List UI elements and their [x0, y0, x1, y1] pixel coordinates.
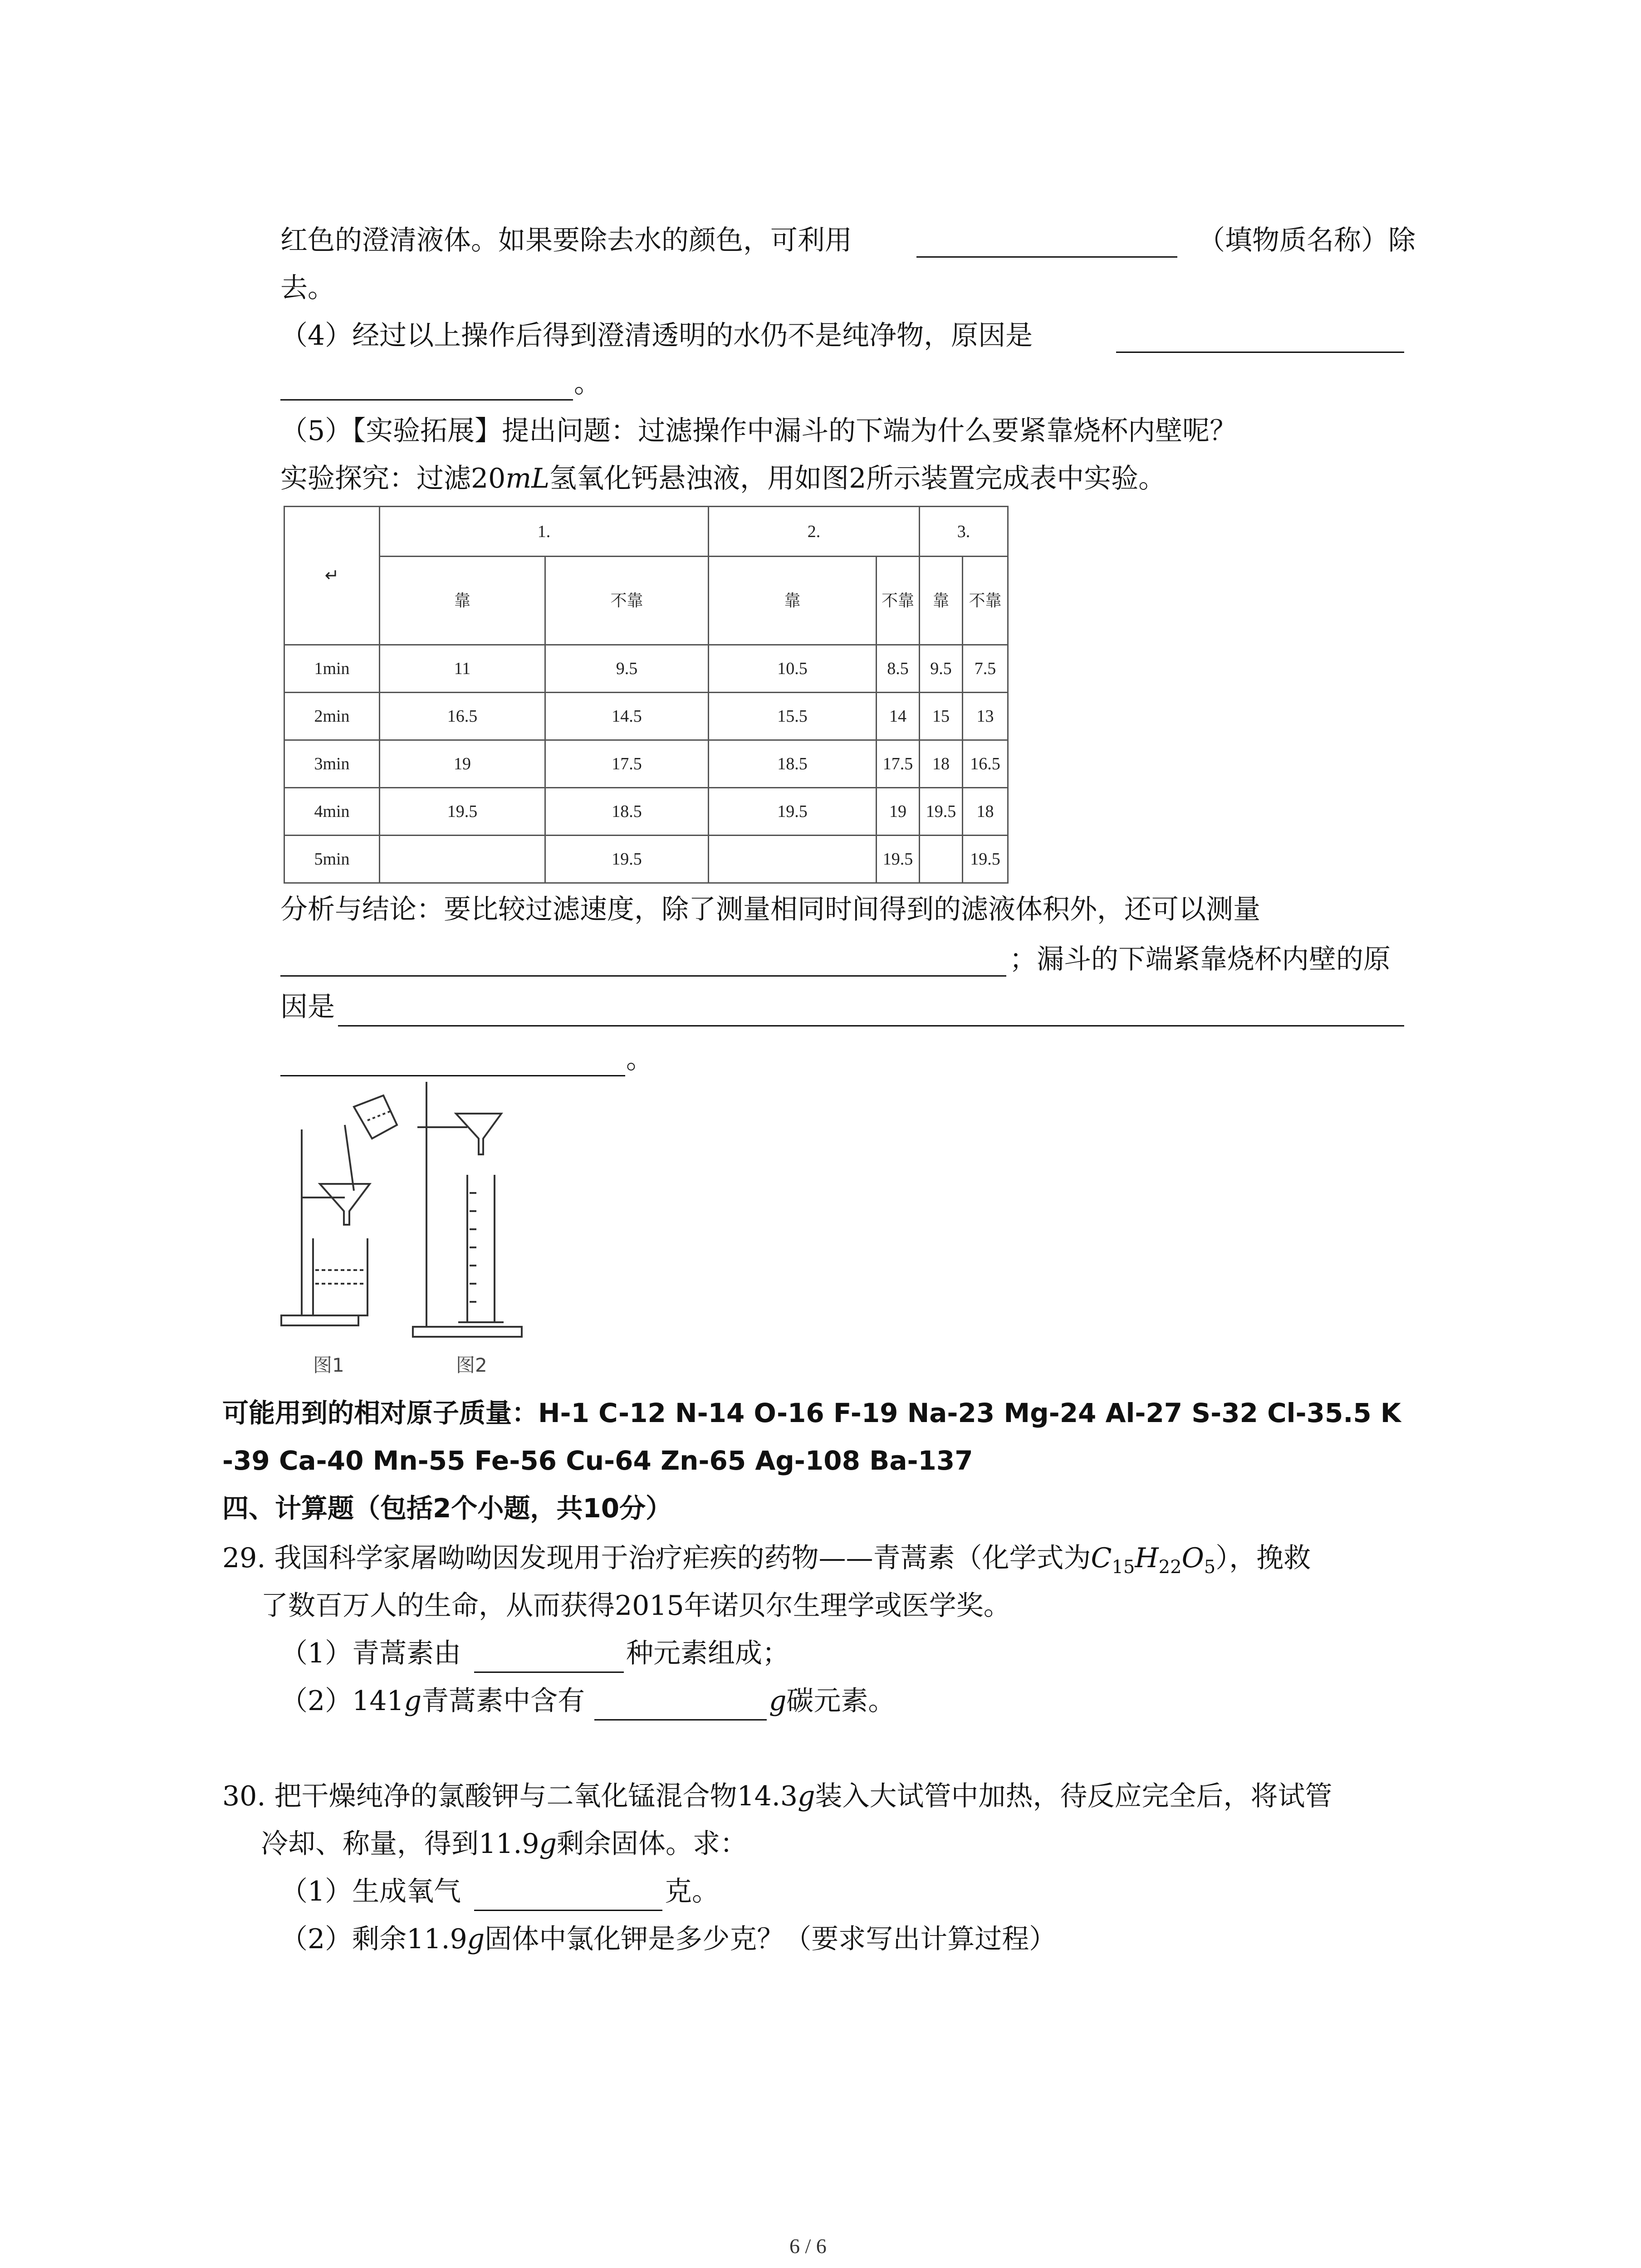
analysis-text: 分析与结论：要比较过滤速度，除了测量相同时间得到的滤液体积外，还可以测量: [280, 894, 1260, 925]
atomic-masses-line-1: 可能用到的相对原子质量：H-1 C-12 N-14 O-16 F-19 Na-23 Mg-24 Al-27 S-32 Cl-35.5 K: [222, 1398, 1401, 1428]
text-line: 。: [574, 367, 601, 399]
value-cell: 19.5: [963, 836, 1008, 883]
value-cell: [380, 836, 545, 883]
section-4-title: 四、计算题（包括2个小题，共10分）: [222, 1493, 672, 1524]
text-line: 因是: [280, 991, 335, 1023]
value-cell: 18: [963, 788, 1008, 836]
value-cell: 9.5: [545, 645, 709, 693]
text-line: ；漏斗的下端紧靠烧杯内壁的原: [1009, 943, 1391, 975]
value-cell: 17.5: [545, 740, 709, 788]
funnel-2: [456, 1114, 501, 1154]
time-cell: 1min: [284, 645, 380, 693]
table-group-header: 3.: [920, 507, 1008, 557]
graduated-cylinder: [467, 1175, 495, 1322]
value-cell: 9.5: [920, 645, 963, 693]
funnel-1: [320, 1184, 370, 1225]
time-cell: 5min: [284, 836, 380, 883]
answer-blank[interactable]: [916, 256, 1177, 258]
filtration-data-table: [284, 506, 1009, 884]
stand-base-2: [413, 1327, 522, 1337]
stand-base-1: [281, 1315, 358, 1325]
answer-blank[interactable]: [474, 1910, 662, 1911]
value-cell: 15: [920, 693, 963, 740]
text-line: （填物质名称）除: [1198, 225, 1416, 256]
q30-line-2: 冷却、称量，得到11.9g剩余固体。求：: [261, 1828, 748, 1860]
answer-blank[interactable]: [280, 975, 1006, 977]
table-group-header: 2.: [709, 507, 920, 557]
answer-blank[interactable]: [474, 1672, 624, 1673]
value-cell: 15.5: [709, 693, 877, 740]
table-corner: ↵: [284, 507, 380, 645]
table-sub-header: 靠: [920, 557, 963, 645]
value-cell: 19: [380, 740, 545, 788]
text-line: 。: [626, 1043, 653, 1075]
table-sub-header: 不靠: [963, 557, 1008, 645]
table-row: [284, 693, 1008, 740]
q30-part-2: （2）剩余11.9g固体中氯化钾是多少克？（要求写出计算过程）: [280, 1923, 1057, 1955]
value-cell: 13: [963, 693, 1008, 740]
value-cell: 11: [380, 645, 545, 693]
q29-line-1: 29. 我国科学家屠呦呦因发现用于治疗疟疾的药物——青蒿素（化学式为$C_{15}H_{22}O_5$），挽救: [222, 1542, 1311, 1578]
answer-blank[interactable]: [280, 399, 573, 401]
page-number: 6 / 6: [789, 2234, 827, 2258]
q30-part-1-tail: 克。: [665, 1876, 719, 1907]
time-cell: 2min: [284, 693, 380, 740]
q29-part-1: （1）青蒿素由: [280, 1637, 461, 1669]
filtration-apparatus-figure: [277, 1075, 549, 1352]
question-4-text: （4）经过以上操作后得到澄清透明的水仍不是纯净物，原因是: [280, 320, 1033, 352]
figure-2-label: 图2: [456, 1354, 487, 1376]
answer-blank[interactable]: [338, 1025, 1404, 1026]
value-cell: [920, 836, 963, 883]
time-cell: 3min: [284, 740, 380, 788]
text-line: 红色的澄清液体。如果要除去水的颜色，可利用: [280, 225, 852, 256]
value-cell: 14: [877, 693, 920, 740]
q29-part-2: （2）141g青蒿素中含有: [280, 1685, 585, 1717]
receiving-beaker: [313, 1238, 367, 1315]
value-cell: 8.5: [877, 645, 920, 693]
value-cell: 19.5: [877, 836, 920, 883]
figure-1-label: 图1: [313, 1354, 344, 1376]
q30-line-1: 30. 把干燥纯净的氯酸钾与二氧化锰混合物14.3g装入大试管中加热，待反应完全后，将试管: [222, 1780, 1332, 1812]
pouring-beaker: [354, 1095, 397, 1139]
table-row: [284, 645, 1008, 693]
table-row: [284, 836, 1008, 883]
table-sub-header: 靠: [380, 557, 545, 645]
value-cell: 18: [920, 740, 963, 788]
value-cell: 17.5: [877, 740, 920, 788]
answer-blank[interactable]: [1116, 352, 1404, 353]
value-cell: 16.5: [380, 693, 545, 740]
value-cell: 19.5: [920, 788, 963, 836]
q29-line-2: 了数百万人的生命，从而获得2015年诺贝尔生理学或医学奖。: [261, 1590, 1011, 1622]
value-cell: 19.5: [709, 788, 877, 836]
table-row: [284, 788, 1008, 836]
value-cell: 18.5: [709, 740, 877, 788]
value-cell: 7.5: [963, 645, 1008, 693]
q29-part-2-tail: g碳元素。: [769, 1685, 896, 1717]
question-5-text: （5）【实验拓展】提出问题：过滤操作中漏斗的下端为什么要紧靠烧杯内壁呢？: [280, 415, 1237, 447]
value-cell: 18.5: [545, 788, 709, 836]
table-sub-header: 不靠: [877, 557, 920, 645]
value-cell: [709, 836, 877, 883]
q30-part-1: （1）生成氧气: [280, 1876, 461, 1907]
value-cell: 19.5: [380, 788, 545, 836]
text-line: 去。: [280, 272, 335, 304]
value-cell: 19.5: [545, 836, 709, 883]
table-sub-header: 不靠: [545, 557, 709, 645]
value-cell: 16.5: [963, 740, 1008, 788]
value-cell: 10.5: [709, 645, 877, 693]
experiment-text: 实验探究：过滤20mL氢氧化钙悬浊液，用如图2所示装置完成表中实验。: [280, 463, 1166, 494]
table-group-header: 1.: [380, 507, 709, 557]
table-row: [284, 740, 1008, 788]
answer-blank[interactable]: [594, 1719, 767, 1721]
time-cell: 4min: [284, 788, 380, 836]
glass-rod: [345, 1125, 354, 1191]
value-cell: 14.5: [545, 693, 709, 740]
atomic-masses-line-2: -39 Ca-40 Mn-55 Fe-56 Cu-64 Zn-65 Ag-108 Ba-137: [222, 1445, 973, 1476]
q29-part-1-tail: 种元素组成；: [626, 1637, 789, 1669]
value-cell: 19: [877, 788, 920, 836]
table-sub-header: 靠: [709, 557, 877, 645]
